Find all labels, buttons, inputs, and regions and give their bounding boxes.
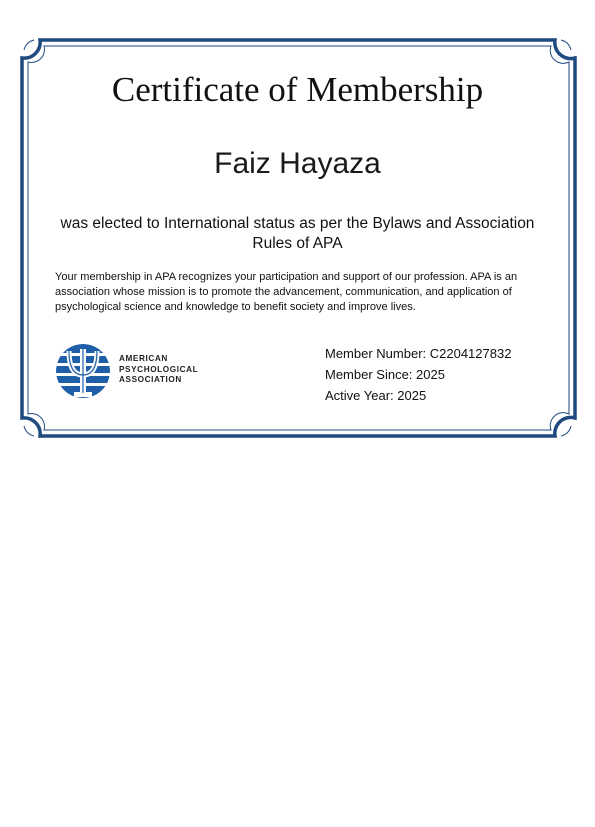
recipient-name: Faiz Hayaza	[214, 147, 381, 180]
corner-flourish-bottom-right	[561, 426, 571, 436]
apa-logo-text	[119, 354, 198, 386]
corner-flourish-top-left	[24, 40, 34, 50]
member-info	[325, 343, 511, 406]
member-since: Member Since: 2025	[325, 367, 445, 382]
membership-status-text: was elected to International status as per the Bylaws and Association Rules of APA	[60, 215, 535, 252]
certificate-title: Certificate of Membership	[111, 70, 484, 109]
apa-logo	[55, 341, 215, 401]
membership-description: Your membership in APA recognizes your participation and support of our profession. APA is an association whose mission is to promote the advancement, communication, and application of psychological science and knowledge to benefit society and improve lives.	[55, 271, 518, 313]
logo-line-2: PSYCHOLOGICAL	[119, 364, 199, 374]
corner-flourish-top-right	[561, 40, 571, 50]
active-year: Active Year: 2025	[325, 388, 427, 403]
logo-line-1: AMERICAN	[119, 354, 168, 363]
apa-psi-emblem-icon	[55, 343, 111, 399]
logo-line-3: ASSOCIATION	[119, 375, 182, 384]
member-number: Member Number: C2204127832	[325, 346, 512, 361]
corner-flourish-bottom-left	[24, 426, 34, 436]
